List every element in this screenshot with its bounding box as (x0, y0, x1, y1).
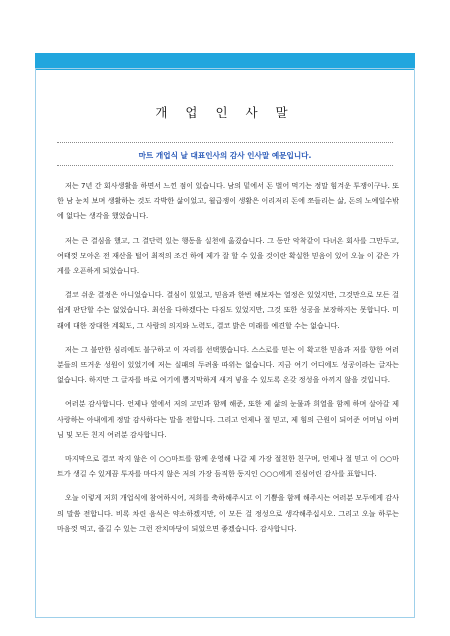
bottom-dotted-rule (57, 165, 393, 166)
document-body (57, 178, 399, 545)
document-subtitle: 마트 개업식 날 대표인사의 감사 인사말 예문입니다. (138, 151, 312, 160)
paragraph-3: 결코 쉬운 결정은 아니었습니다. 결심이 있었고, 믿음과 한번 해보자는 열정은 있었지만, 그것만으로 모든 걸 쉽게 판단할 수는 없었습니다. 최선을 다하겠다는 다짐도 있었지만, 그것 또한 성공을 보장하지는 못합니다. 미래에 대한 장대한 계획도, 그 사람의 의지와 노력도, 결코 밝은 미래를 예견할 수는 없습니다. (57, 290, 399, 330)
paragraph-6: 마지막으로 결코 작지 않은 이 ○○마트를 함께 운영해 나갈 제 가장 절친한 친구며, 언제나 절 믿고 이 ○○마트가 생길 수 있게끔 투자를 마다지 않은 저의 가장 듬직한 동지인 ○○○에게 진심어린 감사를 표합니다. (57, 454, 399, 479)
paragraph-1: 저는 7년 간 회사생활을 하면서 느낀 점이 있습니다. 남의 밑에서 돈 벌어 먹기는 정말 힘겨운 투쟁이구나. 또한 남 눈치 보며 생활하는 것도 각박한 삶이었고, 월급쟁이 생활은 이리저리 돈에 쪼들리는 삶, 돈의 노예일수밖에 없다는 생각을 했었습니다. (57, 181, 399, 221)
document-title: 개 업 인 사 말 (155, 105, 295, 120)
paragraph-7: 오늘 이렇게 저희 개업식에 참여하시어, 저희를 축하해주시고 이 기쁨을 함께 해주시는 여러분 모두에게 감사의 말씀 전합니다. 비록 차린 음식은 약소하겠지만, 이 모든 걸 정성으로 생각해주십시오. 그리고 오늘 하루는 마음껏 먹고, 즐길 수 있는 그런 잔치마당이 되었으면 좋겠습니다. 감사합니다. (57, 493, 399, 533)
paragraph-2: 저는 큰 결심을 했고, 그 결단력 있는 행동을 실천에 옮겼습니다. 그 동안 악착같이 다녀온 회사를 그만두고, 여태껏 모아온 전 재산을 털어 최적의 조건 하에 제가 잘 할 수 있을 것이란 확실한 믿음이 있어 오늘 이 같은 가게를 오픈하게 되었습니다. (57, 235, 399, 276)
top-dotted-rule (57, 142, 393, 143)
paragraph-5: 여러분 감사합니다. 언제나 옆에서 저의 고민과 함께 해준, 또한 제 삶의 눈물과 희열을 함께 하며 살아갈 제 사랑하는 아내에게 정말 감사하다는 말을 전합니다. 그리고 언제나 절 믿고, 제 힘의 근원이 되어준 어머님 아버님 및 모든 친지 여러분 감사합니다. (57, 399, 399, 439)
paragraph-4: 저는 그 불안한 심리에도 불구하고 이 자리를 선택했습니다. 스스로를 믿는 이 확고한 믿음과 저를 향한 여러분들의 뜨거운 성원이 있었기에 저는 실패의 두려움 따위는 없습니다. 지금 여기 어디에도 성공이라는 글자는 없습니다. 하지만 그 글자를 바로 여기에 뽑지막하게 새겨 넣을 수 있도록 온갖 정성을 아끼지 않을 것입니다. (57, 344, 399, 385)
